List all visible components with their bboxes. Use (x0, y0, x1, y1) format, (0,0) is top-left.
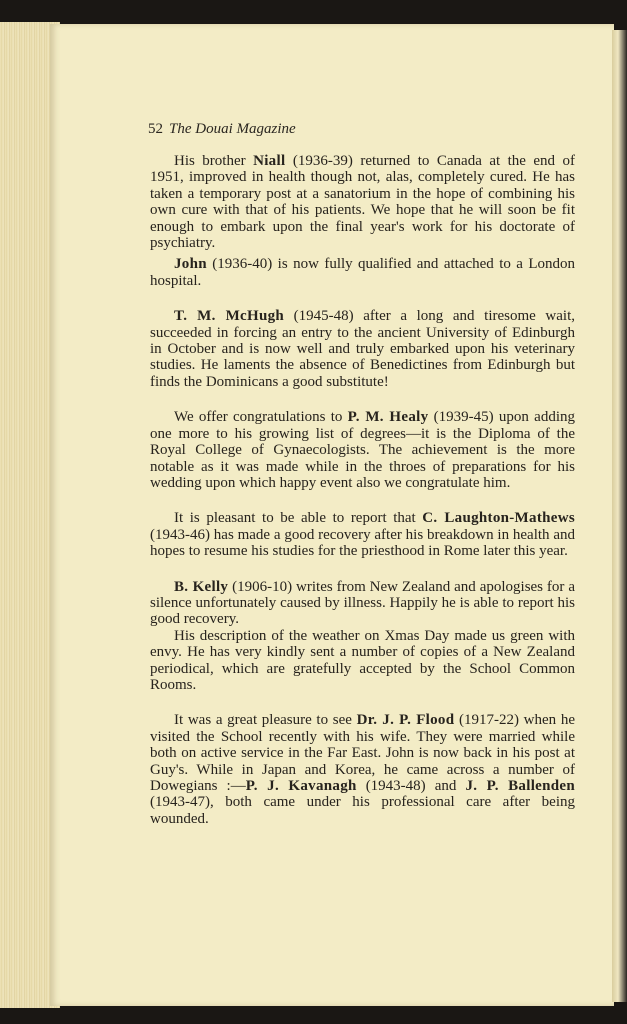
paragraph-text: (1943-47), both came under his professional care after being wounded. (150, 794, 575, 827)
paragraph-text: (1936-39) returned to Canada at the end of 1951, improved in health though not, alas, completely cured. He has taken a temporary post at a sanatorium in the hope of combining his own cure with that of his patients. We hope that he will soon be fit enough to embark upon the final year's work for his doctorate of psychiatry. (150, 153, 575, 252)
paragraph-lead: We offer congratulations to (174, 409, 348, 426)
paragraph-text: (1936-40) is now fully qualified and attached to a London hospital. (150, 256, 575, 289)
paragraph-healy (150, 409, 575, 491)
paragraph-text: (1939-45) upon adding one more to his growing list of degrees—it is the Diploma of the Royal College of Gynaecologists. The achievement is the more notable as it was made while in the throes of preparations for his wedding upon which happy event also we congratulate him. (150, 409, 575, 491)
person-name: Dr. J. P. Flood (356, 712, 455, 729)
paragraph-john (150, 256, 575, 289)
running-header (148, 121, 296, 138)
paragraph-text: His description of the weather on Xmas Day made us green with envy. He has very kindly sent a number of copies of a New Zealand periodical, which are gratefully accepted by the School Common Rooms. (150, 627, 575, 693)
paragraph-text: (1906-10) writes from New Zealand and apologises for a silence unfortunately caused by illness. Happily he is able to report his good recovery. (150, 578, 575, 628)
page-number: 52 (148, 121, 163, 137)
paragraph-lead: His brother (174, 153, 254, 169)
article-body (150, 153, 575, 827)
person-name: C. Laughton-Mathews (422, 510, 575, 527)
paragraph-lead: It is pleasant to be able to report that (174, 510, 423, 527)
person-name: Niall (253, 153, 286, 169)
paragraph-text: (1943-48) and (356, 778, 466, 794)
paragraph-kelly (150, 579, 575, 628)
magazine-title: The Douai Magazine (169, 121, 296, 137)
person-name: B. Kelly (174, 578, 229, 595)
paragraph-niall (150, 153, 575, 251)
person-name: J. P. Ballenden (465, 778, 575, 794)
paragraph-kelly-description (150, 628, 575, 694)
paragraph-mchugh (150, 308, 575, 390)
person-name: T. M. McHugh (174, 308, 285, 325)
book-gutter-edge (612, 30, 627, 1002)
paragraph-laughton-mathews (150, 510, 575, 559)
paragraph-text: (1943-46) has made a good recovery after his breakdown in health and hopes to resume his studies for the priesthood in Rome later this year. (150, 526, 575, 560)
paragraph-text: (1945-48) after a long and tiresome wait, succeeded in forcing an entry to the ancient University of Edinburgh in October and is now well and truly embarked upon his veterinary studies. He laments the absence of Benedictines from Edinburgh but finds the Dominicans a good substitute! (150, 308, 575, 390)
person-name: P. J. Kavanagh (245, 778, 357, 794)
person-name: P. M. Healy (347, 409, 429, 426)
paragraph-text: (1917-22) when he visited the School recently with his wife. They were married while both on active service in the Far East. John is now back in his post at Guy's. While in Japan and Korea, he came across a number of Dowegians :— (150, 712, 575, 794)
paragraph-lead: It was a great pleasure to see (174, 712, 357, 729)
person-name: John (174, 256, 207, 273)
paragraph-flood (150, 712, 575, 827)
